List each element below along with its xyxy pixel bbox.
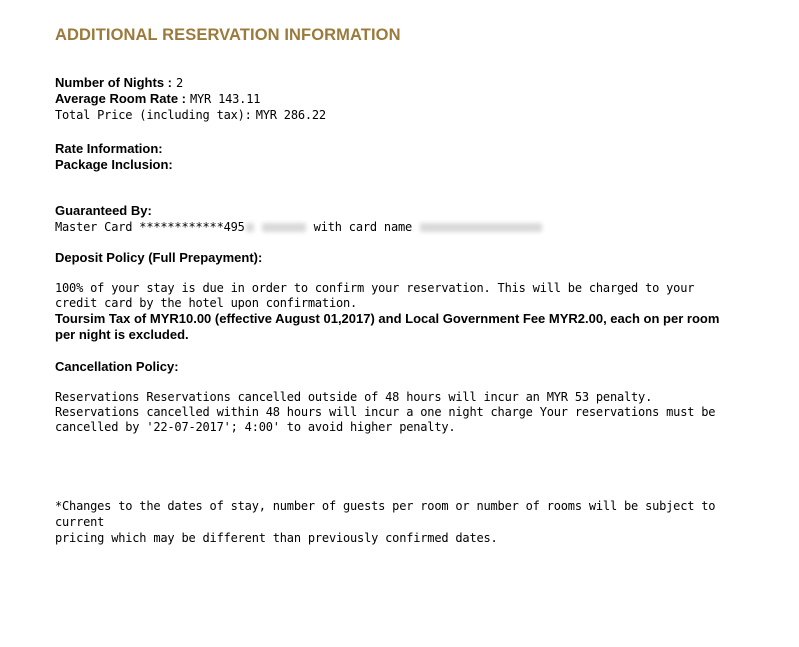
footnote-line-1: *Changes to the dates of stay, number of guests per room or number of rooms will be subject to <box>55 499 716 513</box>
card-name-text: with card name <box>313 220 413 234</box>
deposit-policy-text: 100% of your stay is due in order to confirm your reservation. This will be charged to your credit card by the hotel upon confirmation. <box>55 281 695 310</box>
tax-note: Toursim Tax of MYR10.00 (effective August 01,2017) and Local Government Fee MYR2.00, each on per room per night is excluded. <box>55 311 720 342</box>
redacted-card-expiry <box>262 223 306 232</box>
guaranteed-by-label: Guaranteed By: <box>55 203 152 218</box>
total-price-row <box>55 107 745 123</box>
guaranteed-card-row <box>55 219 745 235</box>
footnote-line-2: current <box>55 515 105 529</box>
package-inclusion-label: Package Inclusion: <box>55 157 173 172</box>
reservation-info-section <box>55 26 745 546</box>
rate-information-label: Rate Information: <box>55 141 163 156</box>
redacted-card-digit <box>246 223 254 232</box>
room-rate-row <box>55 91 745 107</box>
nights-value: 2 <box>176 76 184 90</box>
nights-label: Number of Nights : <box>55 75 172 90</box>
room-rate-label: Average Room Rate : <box>55 91 186 106</box>
redacted-card-holder-name <box>420 223 542 232</box>
cancellation-policy-text: Reservations Reservations cancelled outside of 48 hours will incur an MYR 53 penalty. Reservations cancelled within 48 hours will incur a one night charge Your reservations must be cancelled by '22-07-2017'; 4:00' to avoid higher penalty. <box>55 390 716 434</box>
total-price-value: MYR 286.22 <box>255 108 326 122</box>
footnote-line-3: pricing which may be different than previously confirmed dates. <box>55 531 498 545</box>
total-price-label: Total Price (including tax): <box>55 108 252 122</box>
deposit-policy-label: Deposit Policy (Full Prepayment): <box>55 250 263 265</box>
nights-row <box>55 75 745 91</box>
section-heading: ADDITIONAL RESERVATION INFORMATION <box>55 26 401 44</box>
room-rate-value: MYR 143.11 <box>190 92 261 106</box>
cancellation-policy-label: Cancellation Policy: <box>55 359 179 374</box>
card-number-text: Master Card ************495 <box>55 220 245 234</box>
